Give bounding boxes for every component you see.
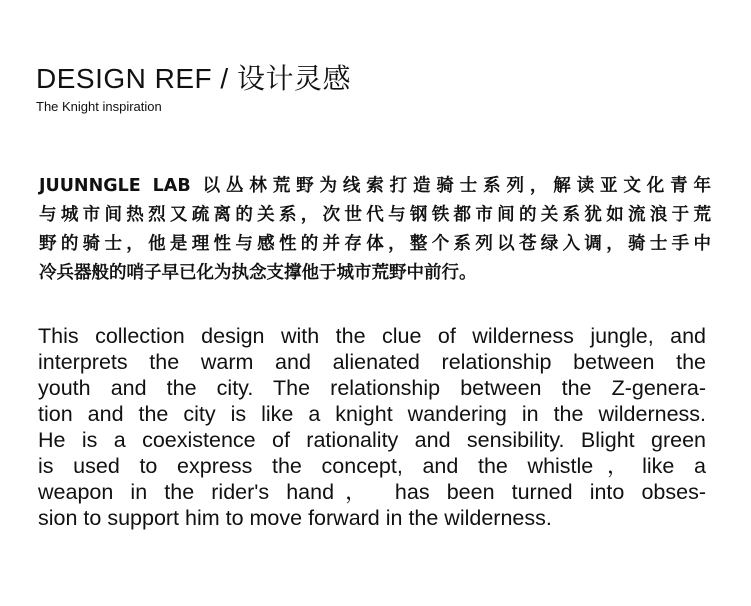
english-paragraph-line: is used to express the concept, and the whistle，like a bbox=[38, 454, 706, 478]
english-paragraph bbox=[38, 323, 706, 531]
english-paragraph-line: He is a coexistence of rationality and sensibility. Blight green bbox=[38, 428, 706, 452]
page-title: DESIGN REF / 设计灵感 bbox=[36, 63, 351, 94]
english-paragraph-line: weapon in the rider's hand， has been turned into obses- bbox=[38, 480, 706, 504]
page-subtitle: The Knight inspiration bbox=[36, 99, 162, 114]
chinese-paragraph-line: 野的骑士，他是理性与感性的并存体，整个系列以苍绿入调，骑士手中 bbox=[39, 234, 711, 254]
chinese-paragraph-line: JUUNNGLE LAB 以丛林荒野为线索打造骑士系列，解读亚文化青年 bbox=[39, 176, 711, 196]
chinese-paragraph bbox=[39, 172, 711, 288]
english-paragraph-line: sion to support him to move forward in the wilderness. bbox=[38, 506, 552, 530]
english-paragraph-line: This collection design with the clue of wilderness jungle, and bbox=[38, 324, 706, 348]
english-paragraph-line: tion and the city is like a knight wandering in the wilderness. bbox=[38, 402, 706, 426]
chinese-paragraph-line: 与城市间热烈又疏离的关系，次世代与钢铁都市间的关系犹如流浪于荒 bbox=[39, 205, 711, 225]
chinese-paragraph-line: 冷兵器般的哨子早已化为执念支撑他于城市荒野中前行。 bbox=[39, 263, 477, 283]
english-paragraph-line: youth and the city. The relationship between the Z-genera- bbox=[38, 376, 706, 400]
english-paragraph-line: interprets the warm and alienated relationship between the bbox=[38, 350, 706, 374]
